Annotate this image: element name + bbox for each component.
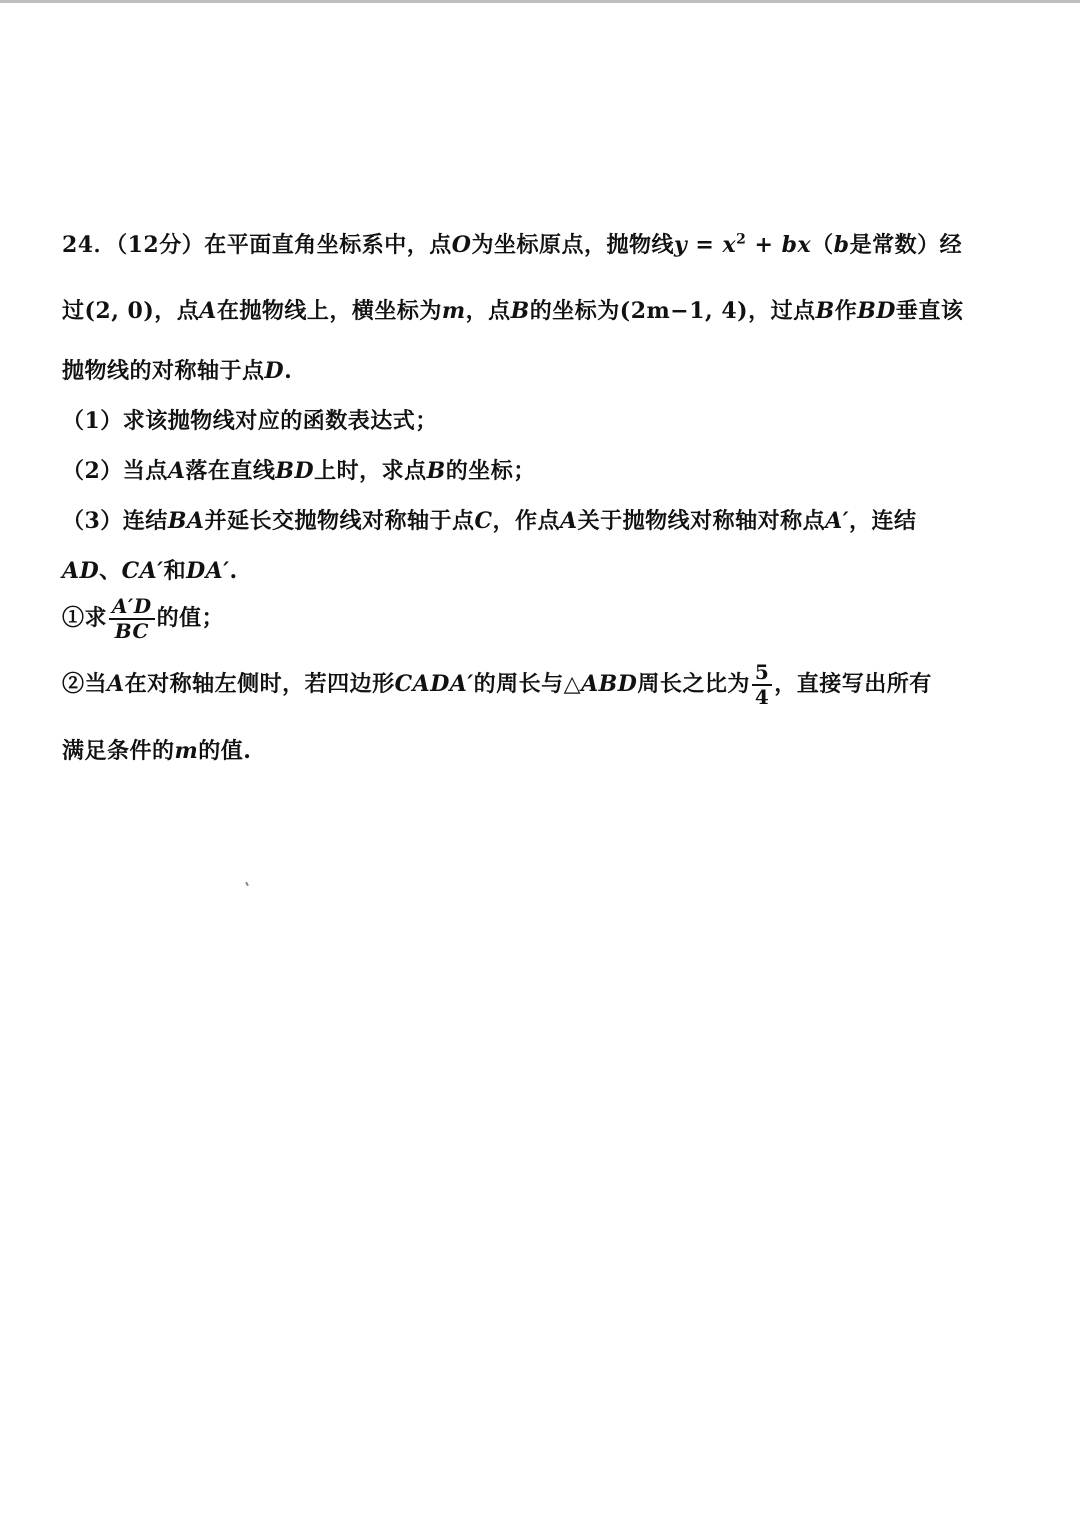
q3-sep: 、 — [99, 558, 122, 584]
math-bx: bx — [781, 232, 812, 258]
q3-2-line2-text: 满足条件的 — [62, 738, 175, 764]
text-on-parabola: 在抛物线上，横坐标为 — [216, 298, 442, 324]
text-origin: 为坐标原点，抛物线 — [471, 232, 674, 258]
math-D: D — [264, 358, 285, 384]
q3-math-A: A — [560, 508, 578, 534]
q3-math-CA-prime: CA′ — [121, 558, 164, 584]
q2-math-BD: BD — [275, 458, 315, 484]
q3-mid3: 关于抛物线对称轴对称点 — [577, 508, 826, 534]
math-B: B — [510, 298, 530, 324]
text-perp: 垂直该 — [895, 298, 964, 324]
q3-prefix: （3）连结 — [62, 508, 168, 534]
q3-line2-end: . — [229, 558, 238, 584]
text-paren: （ — [811, 232, 834, 258]
fraction-denominator: BC — [114, 619, 149, 643]
fraction-numerator: 5 — [752, 662, 772, 686]
q3-math-C: C — [474, 508, 493, 534]
q2-math-B: B — [426, 458, 446, 484]
math-exponent: 2 — [736, 231, 747, 248]
q3-and: 和 — [163, 558, 187, 584]
q3-2-math-m: m — [174, 738, 199, 764]
math-y: y — [673, 232, 688, 258]
q2-mid2: 上时，求点 — [314, 458, 427, 484]
text-line3: 抛物线的对称轴于点 — [62, 358, 265, 384]
q3-2-mid3: 周长之比为 — [637, 671, 750, 697]
text-coord: 的坐标为 — [529, 298, 620, 324]
fraction-ad-bc — [109, 596, 155, 642]
q3-2-mid: 在对称轴左侧时，若四边形 — [124, 671, 395, 697]
q3-1-prefix: ①求 — [62, 605, 108, 631]
math-equals: = — [687, 232, 723, 258]
text-make: 作 — [834, 298, 858, 324]
q3-2-prefix: ②当 — [62, 671, 108, 697]
question-1 — [62, 404, 438, 435]
q3-math-DA-prime: DA′ — [186, 558, 230, 584]
text-passes: 过(2, 0)，点 — [62, 298, 200, 324]
math-O: O — [451, 232, 472, 258]
q2-mid: 落在直线 — [185, 458, 276, 484]
question-3-line-2 — [62, 554, 238, 585]
q3-mid2: ，作点 — [492, 508, 561, 534]
text-const: 是常数）经 — [849, 232, 963, 258]
math-BD: BD — [857, 298, 896, 324]
question-3-2-line-2 — [62, 734, 251, 765]
math-B-2: B — [815, 298, 835, 324]
math-x: x — [722, 232, 737, 258]
q3-mid: 并延长交抛物线对称轴于点 — [204, 508, 475, 534]
problem-line-2 — [62, 294, 963, 325]
text-intro: 在平面直角坐标系中，点 — [204, 232, 452, 258]
q3-math-BA: BA — [167, 508, 205, 534]
math-m: m — [441, 298, 466, 324]
fraction-denominator: 4 — [754, 685, 770, 709]
question-3-2 — [62, 662, 932, 708]
q2-prefix: （2）当点 — [62, 458, 168, 484]
question-2 — [62, 454, 536, 485]
page-top-edge — [0, 0, 1080, 3]
text-point-b: ，点 — [465, 298, 511, 324]
q3-2-line2-end: 的值. — [198, 738, 252, 764]
text-through: ，过点 — [748, 298, 816, 324]
math-b: b — [833, 232, 850, 258]
q3-2-math-A: A — [107, 671, 125, 697]
q2-end: 的坐标； — [445, 458, 536, 484]
q3-math-AD: AD — [62, 558, 100, 584]
question-3 — [62, 504, 917, 535]
fraction-5-4 — [752, 662, 772, 708]
q3-end: ，连结 — [849, 508, 917, 534]
question-3-1 — [62, 596, 224, 642]
q3-2-mid2: 的周长与△ — [473, 671, 582, 697]
question-1-text: （1）求该抛物线对应的函数表达式； — [62, 408, 438, 434]
math-plus: + — [746, 232, 782, 258]
q3-1-suffix: 的值； — [156, 605, 225, 631]
scan-speck — [245, 882, 249, 886]
problem-points: （12分） — [116, 232, 205, 258]
problem-line-3 — [62, 354, 292, 385]
q3-math-A-prime: A′ — [825, 508, 849, 534]
q2-math-A: A — [167, 458, 186, 484]
text-line3-end: . — [284, 358, 293, 384]
fraction-numerator: A′D — [109, 596, 155, 620]
problem-line-1 — [62, 228, 962, 259]
math-A: A — [199, 298, 217, 324]
q3-2-math-quad: CADA′ — [394, 671, 474, 697]
math-coord-value: (2m−1, 4) — [619, 298, 749, 324]
problem-number: 24． — [62, 232, 117, 258]
q3-2-math-tri: ABD — [581, 671, 638, 697]
q3-2-end: ，直接写出所有 — [774, 671, 932, 697]
